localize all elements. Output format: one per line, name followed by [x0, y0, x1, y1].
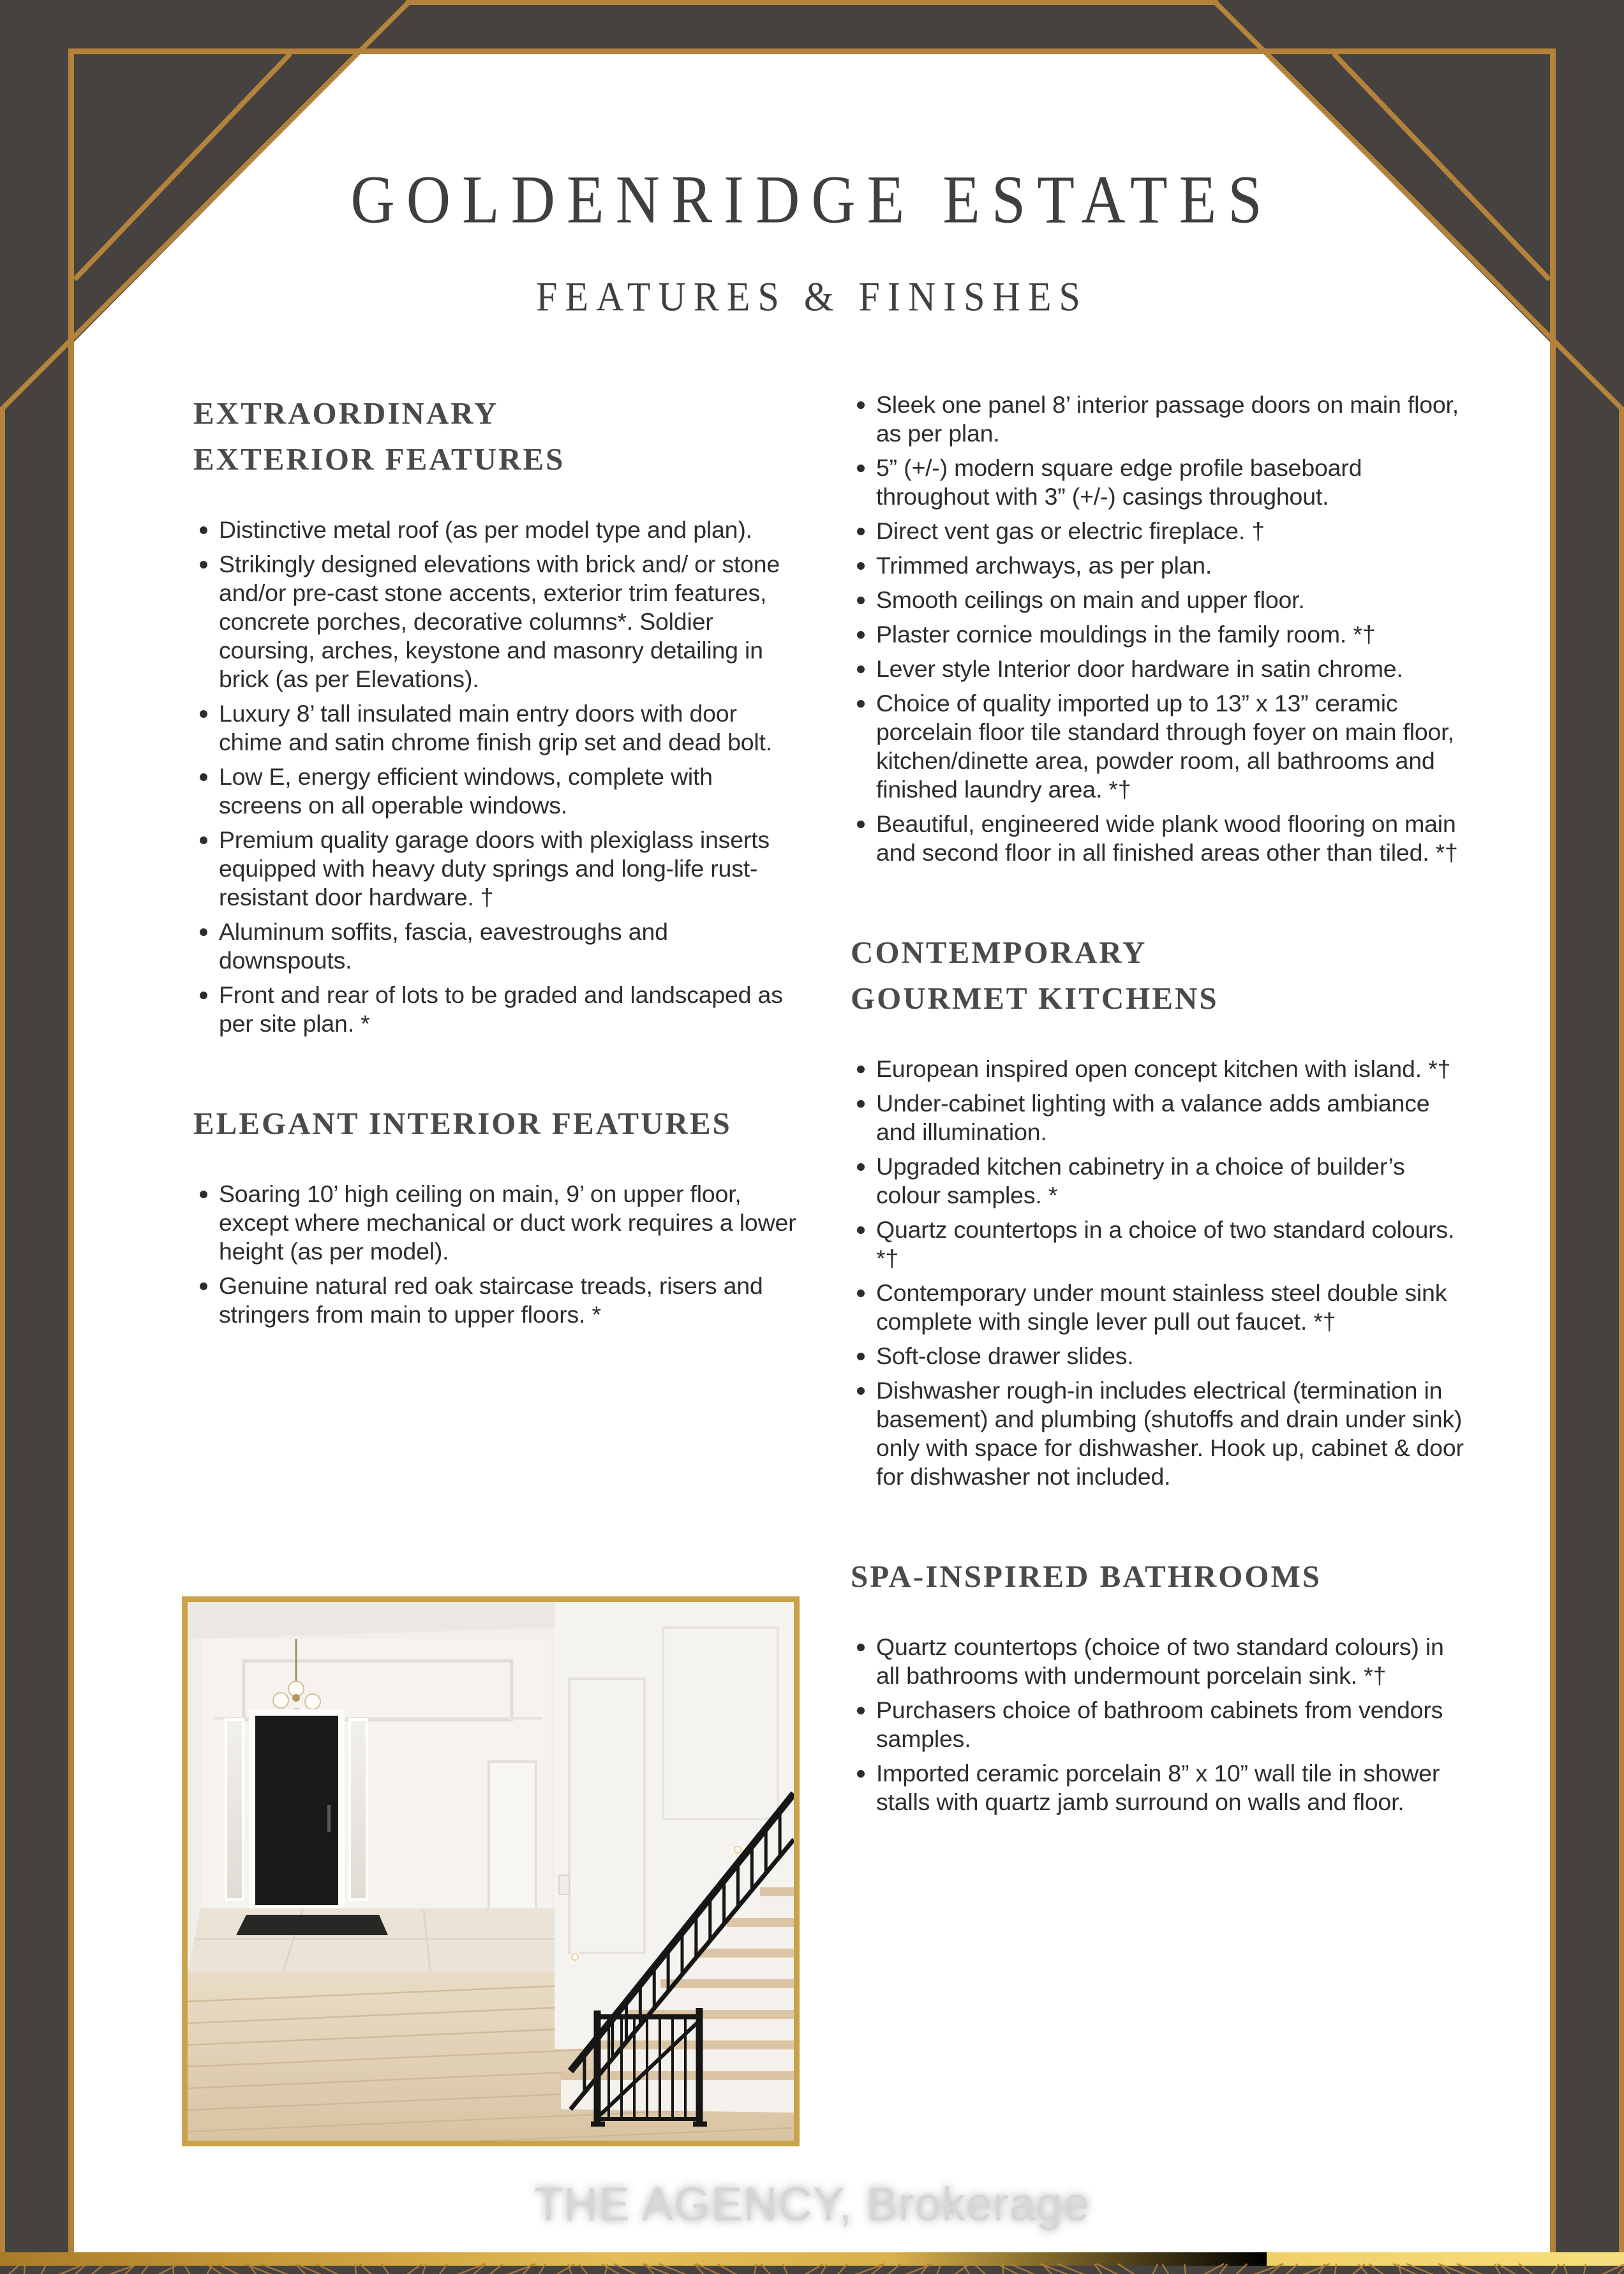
section-heading-extraordinary-exterior-features — [193, 390, 798, 482]
feature-item: European inspired open concept kitchen with island. *† — [851, 1055, 1468, 1083]
section-heading-line: SPA-INSPIRED BATHROOMS — [851, 1559, 1322, 1594]
photo-light-switch — [559, 1875, 569, 1894]
gold-gradient-bar — [0, 2252, 1624, 2266]
foyer-staircase-illustration — [188, 1602, 794, 2141]
feature-list — [851, 1055, 1468, 1491]
feature-item: Purchasers choice of bathroom cabinets from vendors samples. — [851, 1696, 1468, 1753]
section-heading-line: EXTRAORDINARY — [193, 396, 499, 431]
feature-item: Strikingly designed elevations with brick and/ or stone and/or pre-cast stone accents, exterior trim features, concrete porches, decorative columns*. Soldier coursing, arches, keystone and masonry detailing in brick (as per Elevations). — [193, 550, 798, 694]
foyer-staircase-photo — [182, 1596, 800, 2146]
feature-item: Soft-close drawer slides. — [851, 1342, 1468, 1371]
feature-list — [851, 390, 1468, 867]
footer-brand: THE AGENCY, Brokerage — [534, 2178, 1090, 2231]
feature-item: Low E, energy efficient windows, complete with screens on all operable windows. — [193, 762, 798, 820]
top-border-band — [0, 0, 1624, 52]
feature-item: Direct vent gas or electric fireplace. † — [851, 517, 1468, 546]
photo-sidelight — [350, 1720, 367, 1899]
feature-item: Front and rear of lots to be graded and landscaped as per site plan. * — [193, 981, 798, 1038]
feature-item: Smooth ceilings on main and upper floor. — [851, 586, 1468, 614]
photo-pendant-joint — [292, 1694, 300, 1702]
section-heading-line: EXTERIOR FEATURES — [193, 442, 565, 477]
gold-frame-left-line — [68, 48, 74, 2252]
feature-item: Dishwasher rough-in includes electrical (termination in basement) and plumbing (shutoffs and drain under sink) only with space for dishwasher. Hook up, cabinet & door for dishwasher not included. — [851, 1376, 1468, 1491]
right-border-band — [1553, 0, 1624, 2252]
feature-item: Beautiful, engineered wide plank wood flooring on main and second floor in all finished areas other than tiled. *† — [851, 810, 1468, 867]
feature-list — [193, 516, 798, 1038]
feature-item: Genuine natural red oak staircase treads, risers and stringers from main to upper floors. * — [193, 1272, 798, 1329]
section-heading-line: GOURMET KITCHENS — [851, 981, 1219, 1016]
photo-door-mat — [236, 1915, 388, 1935]
section-heading-contemporary-gourmet-kitchens — [851, 930, 1468, 1022]
photo-sidelight — [226, 1720, 243, 1899]
feature-item: Premium quality garage doors with plexiglass inserts equipped with heavy duty springs and long-life rust-resistant door hardware. † — [193, 826, 798, 912]
photo-step-light — [734, 1847, 741, 1853]
photo-door-handle — [327, 1805, 331, 1832]
column-right — [851, 390, 1468, 1822]
page-title: GOLDENRIDGE ESTATES — [350, 161, 1274, 238]
page-subtitle: FEATURES & FINISHES — [536, 274, 1088, 320]
photo-pendant-globe — [305, 1694, 320, 1709]
feature-item: Contemporary under mount stainless steel double sink complete with single lever pull out faucet. *† — [851, 1279, 1468, 1336]
feature-item: Quartz countertops in a choice of two standard colours. *† — [851, 1215, 1468, 1273]
feature-item: Imported ceramic porcelain 8” x 10” wall tile in shower stalls with quartz jamb surround on walls and floor. — [851, 1759, 1468, 1817]
feature-item: Luxury 8’ tall insulated main entry doors with door chime and satin chrome finish grip set and dead bolt. — [193, 699, 798, 757]
feature-item: Under-cabinet lighting with a valance adds ambiance and illumination. — [851, 1089, 1468, 1147]
column-left — [193, 390, 798, 1335]
feature-item: Plaster cornice mouldings in the family room. *† — [851, 620, 1468, 649]
feature-item: Distinctive metal roof (as per model type and plan). — [193, 516, 798, 544]
section-heading-elegant-interior-features — [193, 1101, 798, 1147]
feature-list — [851, 1633, 1468, 1817]
photo-step-light — [572, 1954, 578, 1960]
photo-closet-door — [489, 1762, 536, 1910]
gold-frame-top-line — [68, 48, 1556, 54]
feature-item: Soaring 10’ high ceiling on main, 9’ on upper floor, except where mechanical or duct work requires a lower height (as per model). — [193, 1180, 798, 1266]
section-heading-spa-inspired-bathrooms — [851, 1554, 1468, 1600]
feature-item: Sleek one panel 8’ interior passage doors on main floor, as per plan. — [851, 390, 1468, 448]
feature-item: Trimmed archways, as per plan. — [851, 551, 1468, 580]
section-heading-line: CONTEMPORARY — [851, 935, 1147, 970]
feature-list — [193, 1180, 798, 1329]
photo-pendant-globe — [273, 1693, 288, 1708]
section-heading-line: ELEGANT INTERIOR FEATURES — [193, 1106, 732, 1141]
gold-frame-right-line — [1550, 48, 1556, 2252]
feature-item: Upgraded kitchen cabinetry in a choice of builder’s colour samples. * — [851, 1152, 1468, 1210]
feature-item: 5” (+/-) modern square edge profile baseboard throughout with 3” (+/-) casings throughout. — [851, 454, 1468, 511]
feature-item: Aluminum soffits, fascia, eavestroughs and downspouts. — [193, 918, 798, 975]
feature-item: Quartz countertops (choice of two standard colours) in all bathrooms with undermount porcelain sink. *† — [851, 1633, 1468, 1690]
feature-item: Lever style Interior door hardware in satin chrome. — [851, 655, 1468, 683]
photo-front-door — [255, 1716, 338, 1905]
feature-item: Choice of quality imported up to 13” x 13” ceramic porcelain floor tile standard through foyer on main floor, kitchen/dinette area, powder room, all bathrooms and finished laundry area. *† — [851, 689, 1468, 804]
left-border-band — [0, 0, 71, 2252]
